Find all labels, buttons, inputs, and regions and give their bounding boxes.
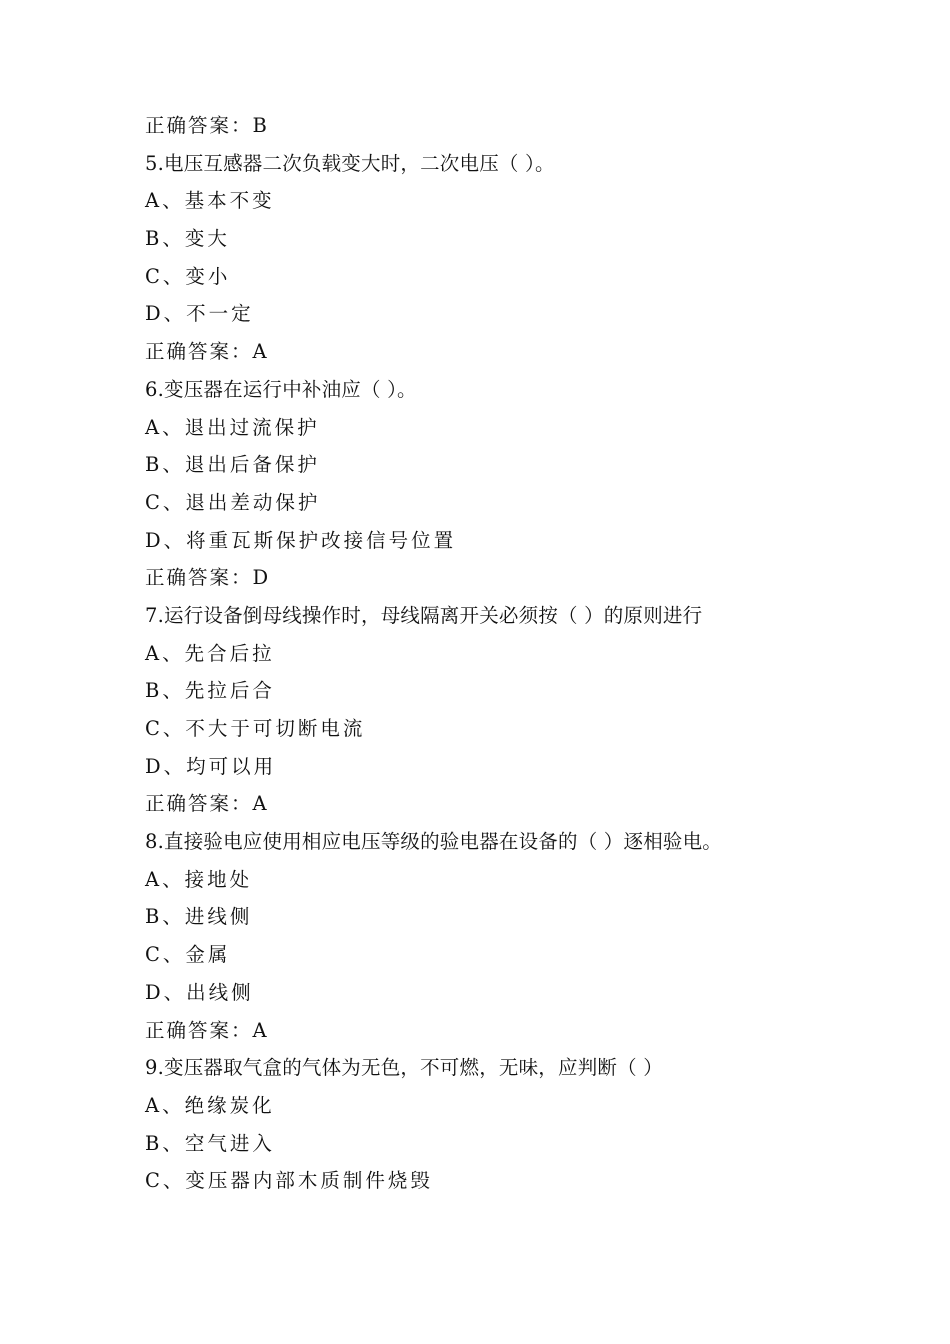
answer-line: 正确答案：B xyxy=(145,114,269,137)
option-line: C、不大于可切断电流 xyxy=(145,717,366,740)
answer-line: 正确答案：A xyxy=(145,340,269,364)
option-line: C、变压器内部木质制件烧毁 xyxy=(145,1169,433,1193)
question-8: 8.直接验电应使用相应电压等级的验电器在设备的（ ）逐相验电。 xyxy=(145,830,723,854)
answer-line: 正确答案：D xyxy=(145,566,271,590)
option-line: D、均可以用 xyxy=(145,754,277,778)
question-7: 7.运行设备倒母线操作时，母线隔离开关必须按（ ）的原则进行 xyxy=(145,603,703,627)
question-5: 5.电压互感器二次负载变大时，二次电压（ ）。 xyxy=(145,151,555,175)
option-line: D、将重瓦斯保护改接信号位置 xyxy=(145,528,457,552)
option-line: B、变大 xyxy=(145,227,230,251)
option-line: B、退出后备保护 xyxy=(145,453,320,477)
option-line: A、接地处 xyxy=(145,867,253,891)
document-page xyxy=(145,107,905,1200)
option-line: A、基本不变 xyxy=(145,189,275,213)
option-line: C、金属 xyxy=(145,943,231,967)
option-line: A、退出过流保护 xyxy=(145,415,320,439)
option-line: C、变小 xyxy=(145,264,231,288)
answer-line: 正确答案：A xyxy=(145,792,269,816)
question-6: 6.变压器在运行中补油应（ ）。 xyxy=(145,377,417,401)
option-line: B、进线侧 xyxy=(145,905,253,929)
option-line: B、先拉后合 xyxy=(145,679,275,703)
question-9: 9.变压器取气盒的气体为无色，不可燃，无味，应判断（ ） xyxy=(145,1056,663,1080)
option-line: A、绝缘炭化 xyxy=(145,1093,275,1117)
option-line: D、不一定 xyxy=(145,302,254,326)
answer-line: 正确答案：A xyxy=(145,1018,269,1042)
option-line: A、先合后拉 xyxy=(145,641,275,665)
option-line: C、退出差动保护 xyxy=(145,490,321,514)
option-line: B、空气进入 xyxy=(145,1131,275,1155)
option-line: D、出线侧 xyxy=(145,980,254,1004)
